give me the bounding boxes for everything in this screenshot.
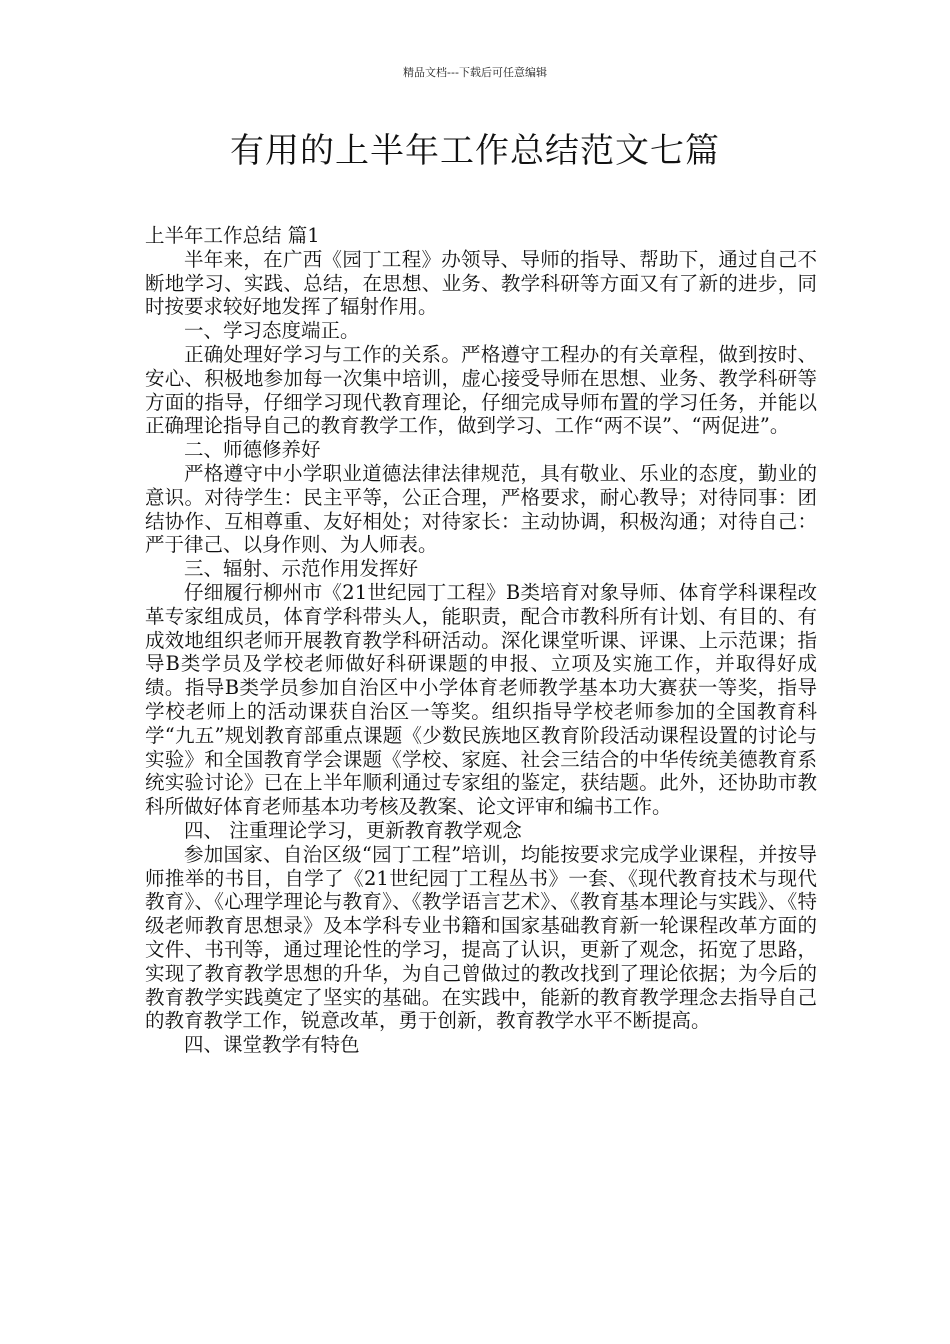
heading-theory-study: 四、 注重理论学习，更新教育教学观念 [184,818,522,842]
paragraph-demonstration-role: 仔细履行柳州市《21世纪园丁工程》B类培育对象导师、体育学科课程改革专家组成员，体育学科带头人，能职责，配合市教科所有计划、有目的、有成效地组织老师开展教育教学科研活动。深化课堂听课、评课、上示范课；指导B类学员及学校老师做好科研课题的申报、立项及实施工作，并取得好成绩。指导B类学员参加自治区中小学体育老师教学基本功大赛获一等奖，指导学校老师上的活动课获自治区一等奖。组织指导学校老师参加的全国教育科学“九五”规划教育部重点课题《少数民族地区教育阶段活动课程设置的讨论与实验》和全国教育学会课题《学校、家庭、社会三结合的中华传统美德教育系统实验讨论》已在上半年顺利通过专家组的鉴定，获结题。此外，还协助市教科所做好体育老师基本功考核及教案、论文评审和编书工作。 [145,580,817,819]
paragraph-intro: 半年来，在广西《园丁工程》办领导、导师的指导、帮助下，通过自己不断地学习、实践、总结，在思想、业务、教学科研等方面又有了新的进步，同时按要求较好地发挥了辐射作用。 [145,247,817,319]
heading-study-attitude: 一、学习态度端正。 [184,319,360,343]
heading-teacher-ethics: 二、师德修养好 [184,438,321,462]
document-body [145,224,817,1057]
paragraph-theory-study: 参加国家、自治区级“园丁工程”培训，均能按要求完成学业课程，并按导师推举的书目，自学了《21世纪园丁工程丛书》一套、《现代教育技术与现代教育》、《心理学理论与教育》、《教学语言艺术》、《教育基本理论与实践》、《特级老师教育思想录》及本学科专业书籍和国家基础教育新一轮课程改革方面的文件、书刊等，通过理论性的学习，提高了认识，更新了观念，拓宽了思路，实现了教育教学思想的升华，为自己曾做过的教改找到了理论依据；为今后的教育教学实践奠定了坚实的基础。在实践中，能新的教育教学理念去指导自己的教育教学工作，锐意改革，勇于创新，教育教学水平不断提高。 [145,842,817,1033]
heading-classroom-teaching: 四、课堂教学有特色 [184,1033,360,1057]
paragraph-study-attitude: 正确处理好学习与工作的关系。严格遵守工程办的有关章程，做到按时、安心、积极地参加每一次集中培训，虚心接受导师在思想、业务、教学科研等方面的指导，仔细学习现代教育理论，仔细完成导师布置的学习任务，并能以正确理论指导自己的教育教学工作，做到学习、工作“两不误”、“两促进”。 [145,342,817,438]
header-note: 精品文档---下载后可任意编辑 [403,66,547,79]
heading-demonstration-role: 三、辐射、示范作用发挥好 [184,557,419,581]
section-label: 上半年工作总结 篇1 [145,224,320,247]
paragraph-teacher-ethics: 严格遵守中小学职业道德法律法律规范，具有敬业、乐业的态度，勤业的意识。对待学生：民主平等，公正合理，严格要求，耐心教导；对待同事：团结协作、互相尊重、友好相处；对待家长：主动协调，积极沟通；对待自己：严于律己、以身作则、为人师表。 [145,461,817,557]
document-title: 有用的上半年工作总结范文七篇 [230,131,720,171]
